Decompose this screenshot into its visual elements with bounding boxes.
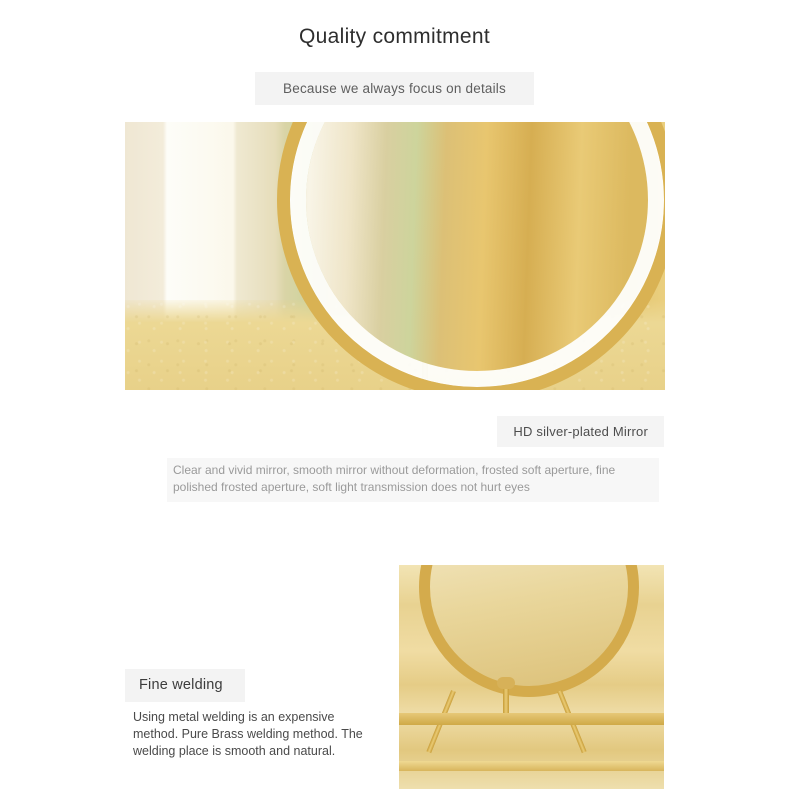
feature-1-description: Clear and vivid mirror, smooth mirror without deformation, frosted soft aperture, fine polished frosted aperture, soft light transmission does not hurt eyes: [167, 458, 659, 502]
feature-2-weld-joint: [497, 677, 515, 689]
feature-1-label-container: [497, 416, 664, 447]
feature-1-image: [125, 122, 665, 390]
feature-2-shelf-edge: [399, 713, 664, 725]
feature-2-image: [399, 565, 664, 789]
feature-1-label: HD silver-plated Mirror: [497, 416, 664, 447]
page-title: Quality commitment: [299, 25, 490, 48]
subtitle-container: [0, 72, 789, 105]
page-subtitle: Because we always focus on details: [255, 72, 534, 105]
feature-2-lower-shelf-edge: [399, 761, 664, 771]
feature-2-label: Fine welding: [125, 669, 245, 702]
feature-2-description: Using metal welding is an expensive method. Pure Brass welding method. The welding place is smooth and natural.: [133, 710, 363, 758]
feature-2-label-container: [125, 669, 245, 702]
